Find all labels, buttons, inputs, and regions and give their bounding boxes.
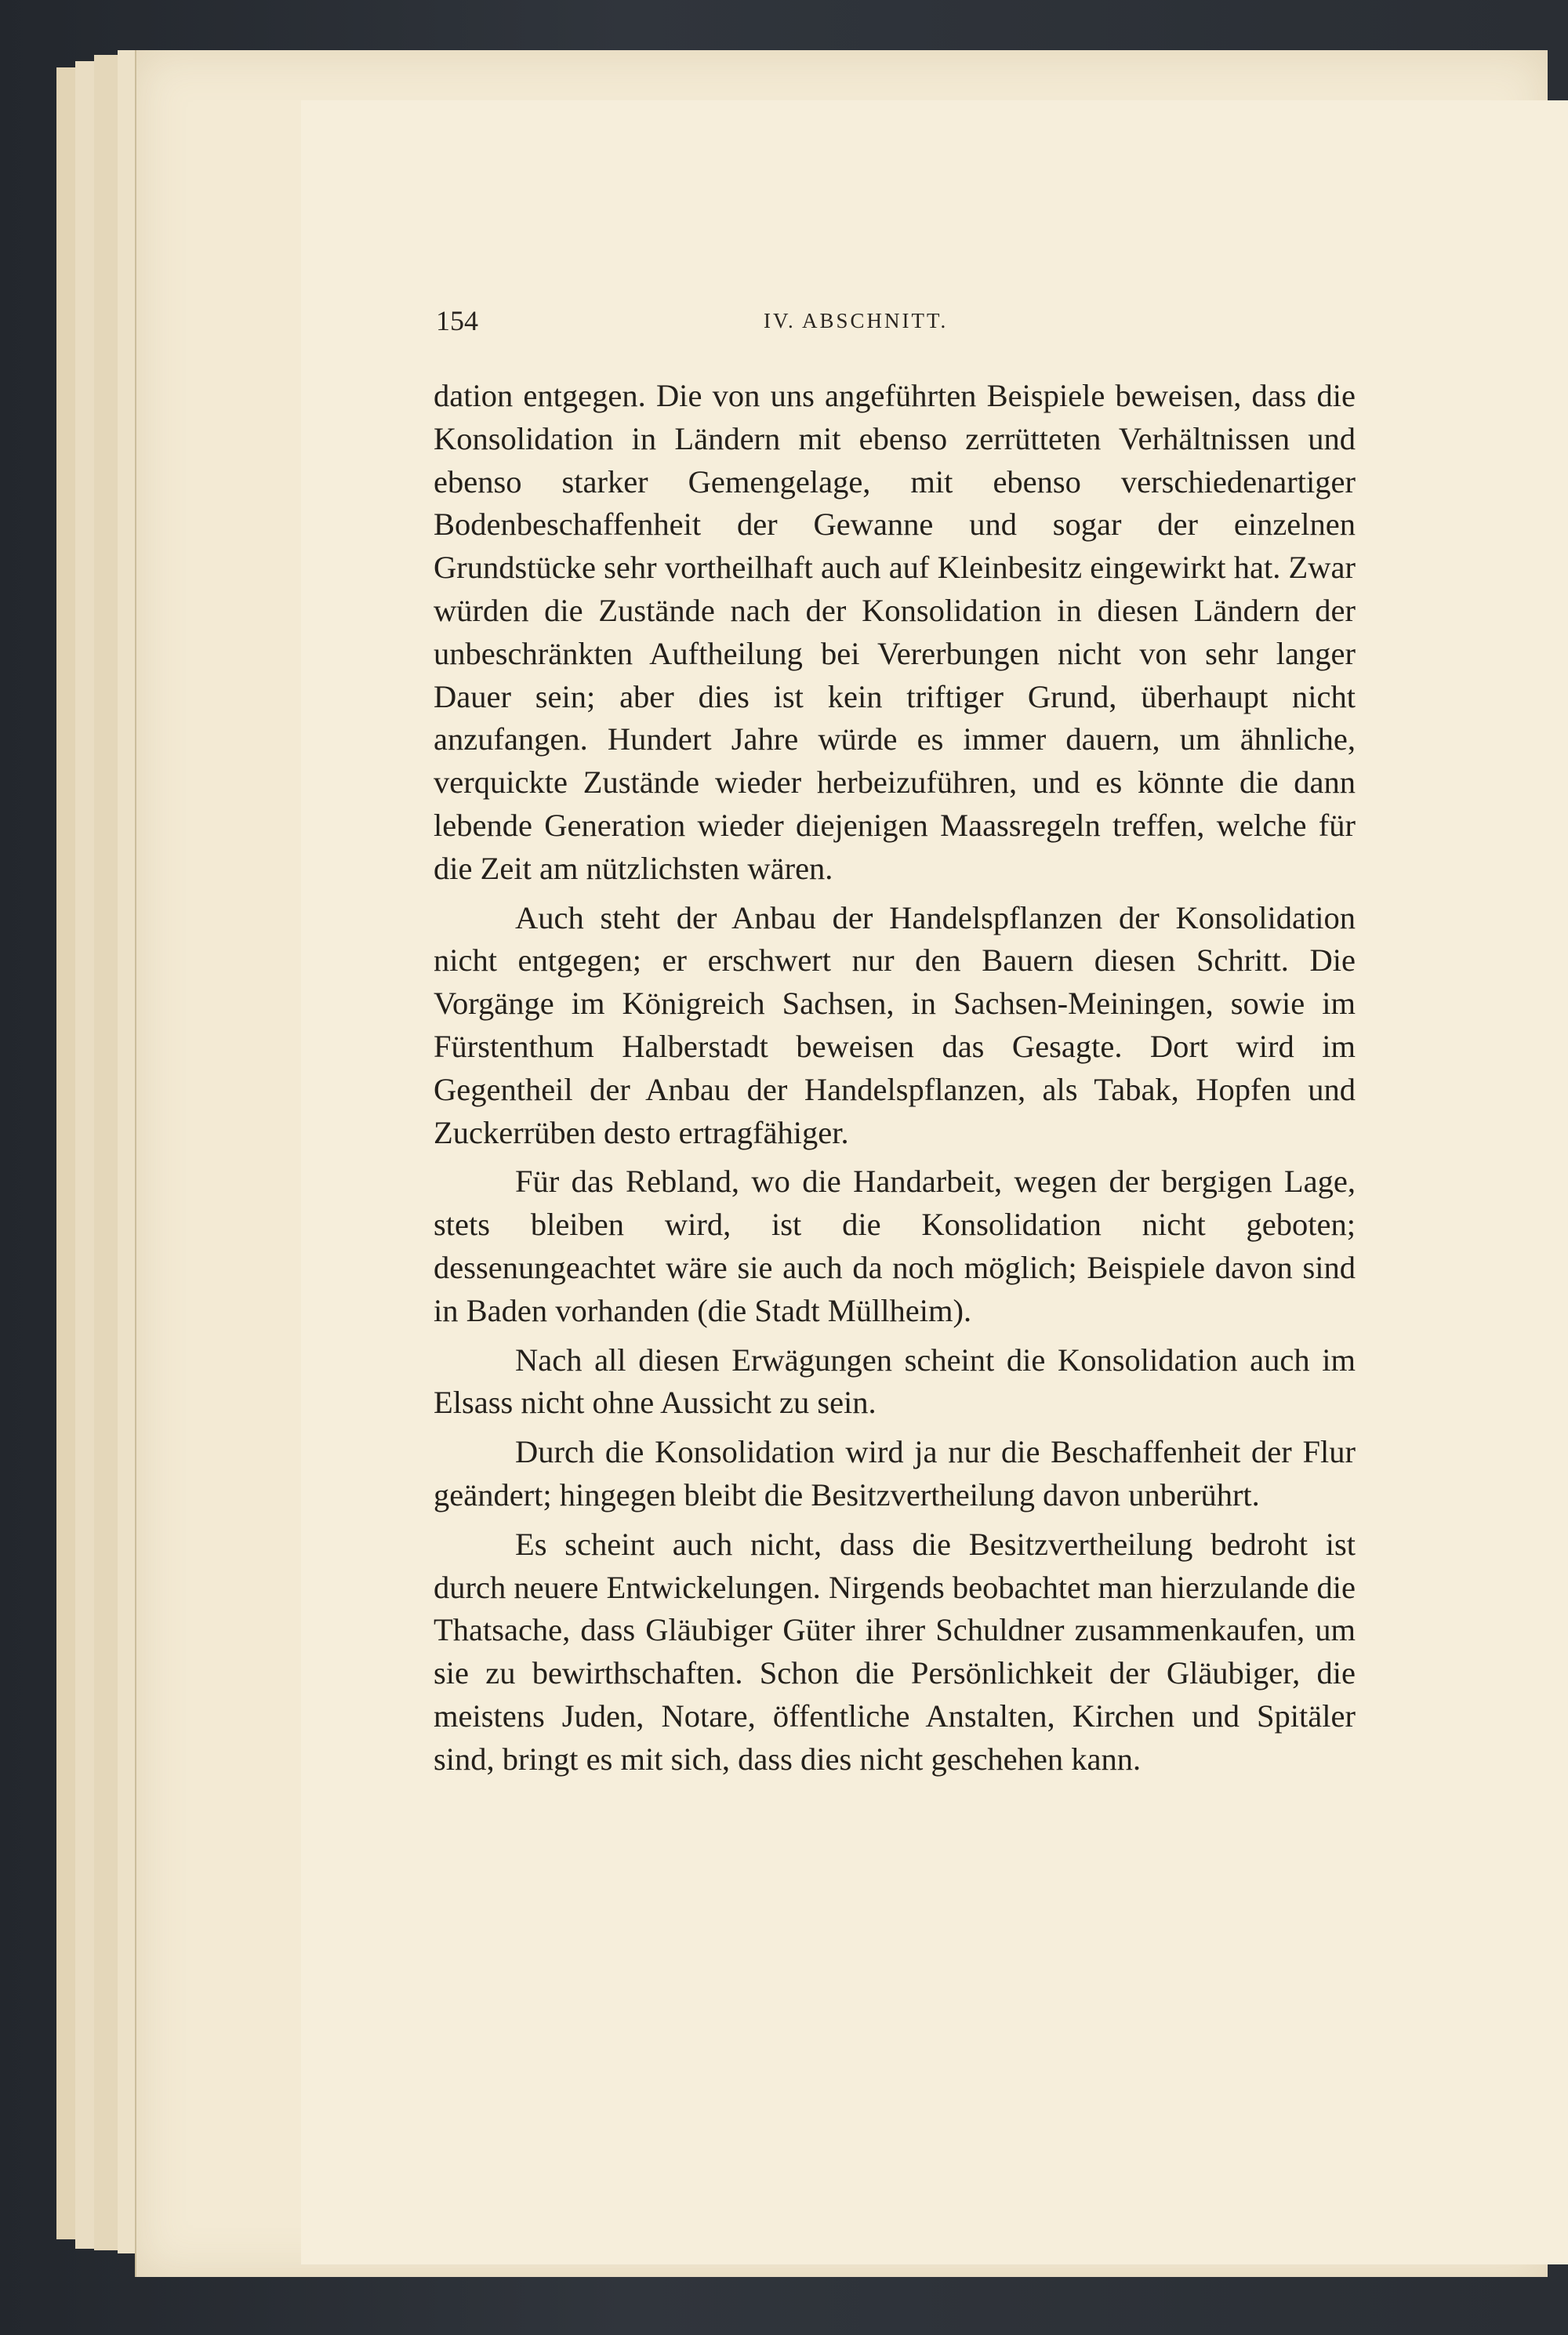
paragraph: dation entgegen. Die von uns angeführten Beispiele beweisen, dass die Konsolidation in Ländern mit ebenso zerrütteten Verhältnissen und ebenso starker Gemengelage, mit ebenso verschiedenartiger Bodenbeschaffenheit der Gewanne und sogar der einzelnen Grundstücke sehr vortheilhaft auch auf Kleinbesitz eingewirkt hat. Zwar würden die Zustände nach der Konsolidation in diesen Ländern der unbeschränkten Auftheilung bei Vererbungen nicht von sehr langer Dauer sein; aber dies ist kein triftiger Grund, überhaupt nicht anzufangen. Hundert Jahre würde es immer dauern, um ähnliche, verquickte Zustände wieder herbeizuführen, und es könnte die dann lebende Generation wieder diejenigen Maassregeln treffen, welche für die Zeit am nützlichsten wären. [434, 378, 1356, 886]
page-header [436, 304, 1353, 343]
paragraph: Durch die Konsolidation wird ja nur die Beschaffenheit der Flur geändert; hingegen bleibt die Besitzvertheilung davon unberührt. [434, 1434, 1356, 1512]
running-head: IV. ABSCHNITT. [764, 309, 949, 332]
paragraph: Für das Rebland, wo die Handarbeit, wegen der bergigen Lage, stets bleiben wird, ist die Konsolidation nicht geboten; dessenungeachtet wäre sie auch da noch möglich; Beispiele davon sind in Baden vorhanden (die Stadt Müllheim). [434, 1164, 1356, 1328]
paragraph: Auch steht der Anbau der Handelspflanzen der Konsolidation nicht entgegen; er erschwert nur den Bauern diesen Schritt. Die Vorgänge im Königreich Sachsen, in Sachsen-Meiningen, sowie im Fürstenthum Halberstadt beweisen das Gesagte. Dort wird im Gegentheil der Anbau der Handelspflanzen, als Tabak, Hopfen und Zuckerrüben desto ertragfähiger. [434, 899, 1356, 1150]
paragraph: Nach all diesen Erwägungen scheint die Konsolidation auch im Elsass nicht ohne Aussicht zu sein. [434, 1342, 1356, 1421]
paragraph: Es scheint auch nicht, dass die Besitzvertheilung bedroht ist durch neuere Entwickelungen. Nirgends beobachtet man hierzulande die Thatsache, dass Gläubiger Güter ihrer Schuldner zusammenkaufen, um sie zu bewirthschaften. Schon die Persönlichkeit der Gläubiger, die meistens Juden, Notare, öffentliche Anstalten, Kirchen und Spitäler sind, bringt es mit sich, dass dies nicht geschehen kann. [434, 1526, 1356, 1777]
page-number: 154 [436, 305, 478, 336]
body-text [434, 375, 1356, 1788]
